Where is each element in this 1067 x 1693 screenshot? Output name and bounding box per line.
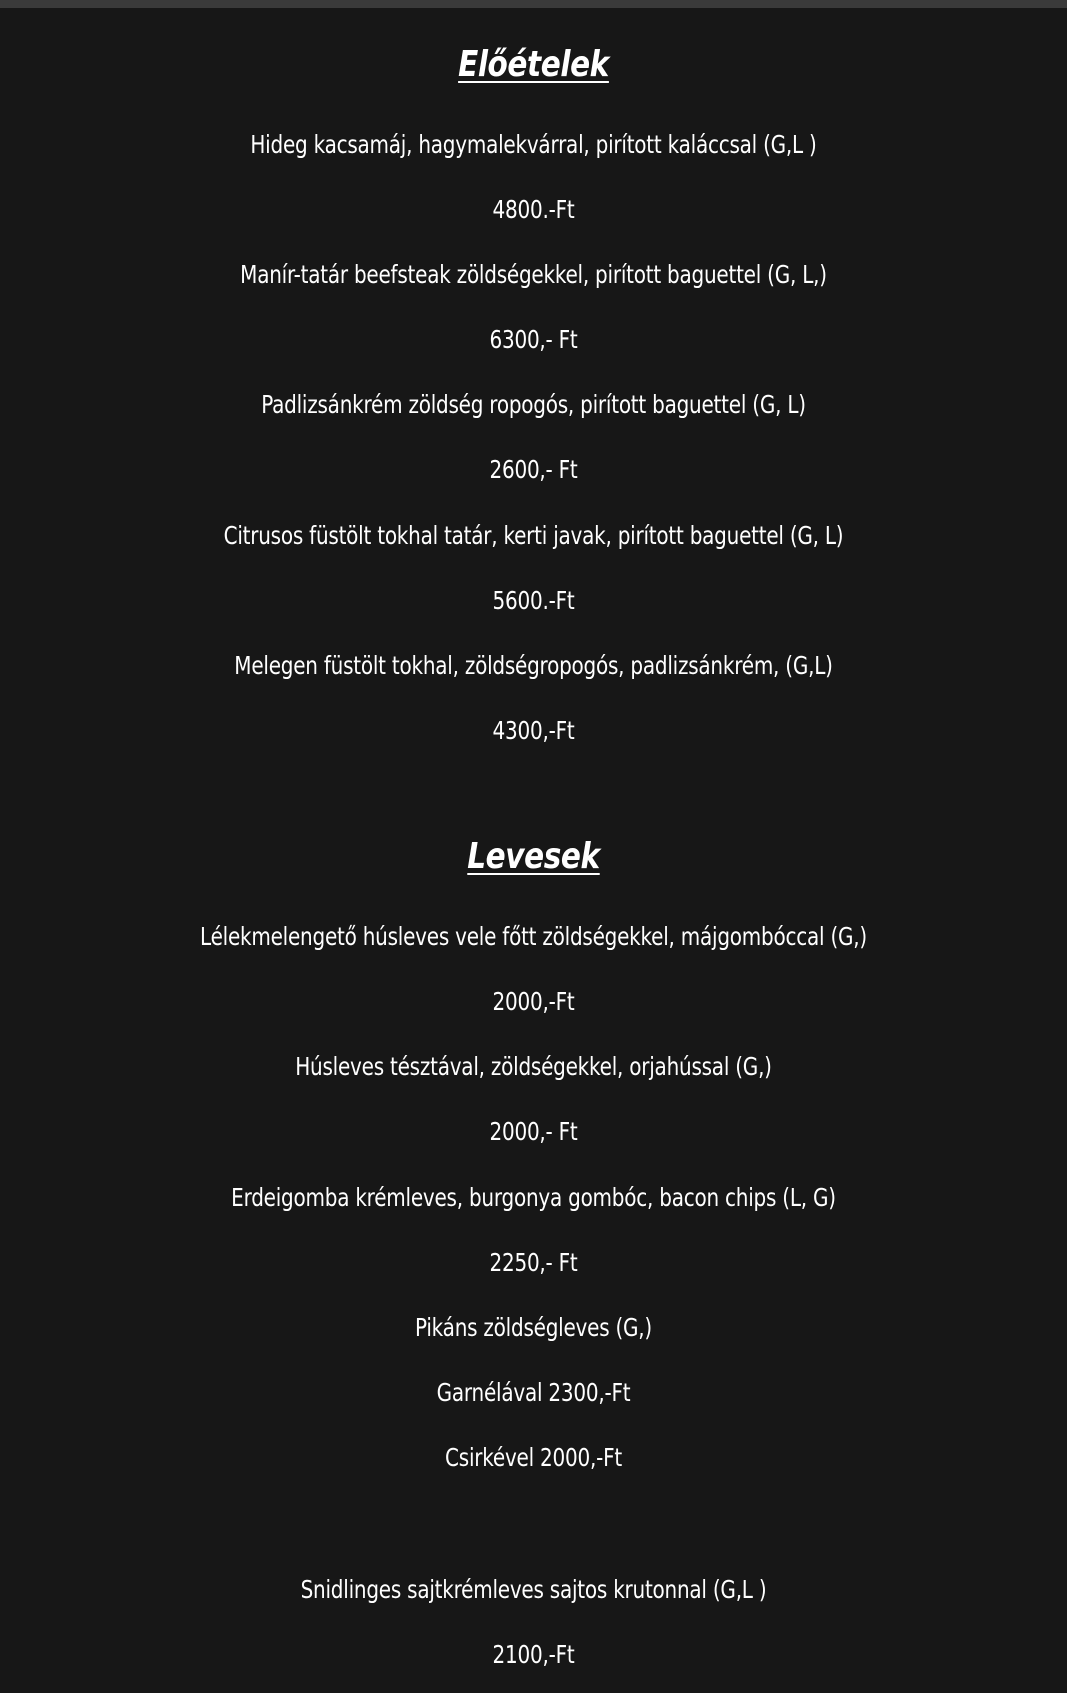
menu-item-name: Citrusos füstölt tokhal tatár, kerti javak, pirított baguettel (G, L) [223,521,844,550]
top-bar [0,0,1067,8]
menu-item-name: Hideg kacsamáj, hagymalekvárral, pirított kaláccsal (G,L ) [250,130,817,159]
menu-item-name: Lélekmelengető húsleves vele főtt zöldségekkel, májgombóccal (G,) [200,922,867,951]
menu-item-name: Pikáns zöldségleves (G,) [414,1313,652,1342]
menu-item-name: Melegen füstölt tokhal, zöldségropogós, padlizsánkrém, (G,L) [234,651,833,680]
menu-item-price: 2000,- Ft [489,1117,578,1146]
menu-item-name: Snidlinges sajtkrémleves sajtos krutonnal (G,L ) [300,1575,767,1604]
menu-item-price: 5600.-Ft [492,586,575,615]
section-title-eloetelek: Előételek [458,44,609,85]
menu-item-price: 4300,-Ft [492,716,575,745]
menu-item-price: 4800.-Ft [492,195,575,224]
menu-item-price: 6300,- Ft [489,325,578,354]
menu-item-name: Húsleves tésztával, zöldségekkel, orjahússal (G,) [295,1052,772,1081]
menu-item-name: Manír-tatár beefsteak zöldségekkel, pirított baguettel (G, L,) [240,260,827,289]
menu-item-price: 2600,- Ft [489,455,578,484]
menu-item-name: Erdeigomba krémleves, burgonya gombóc, bacon chips (L, G) [231,1183,836,1212]
menu-item-price: 2100,-Ft [492,1640,575,1669]
menu-item-price: 2000,-Ft [492,987,575,1016]
section-title-levesek: Levesek [467,836,600,877]
menu-item-price: Garnélával 2300,-Ft [436,1378,631,1407]
menu-item-price: Csirkével 2000,-Ft [445,1443,622,1472]
menu-item-name: Padlizsánkrém zöldség ropogós, pirított baguettel (G, L) [261,390,806,419]
menu-item-price: 2250,- Ft [489,1248,578,1277]
